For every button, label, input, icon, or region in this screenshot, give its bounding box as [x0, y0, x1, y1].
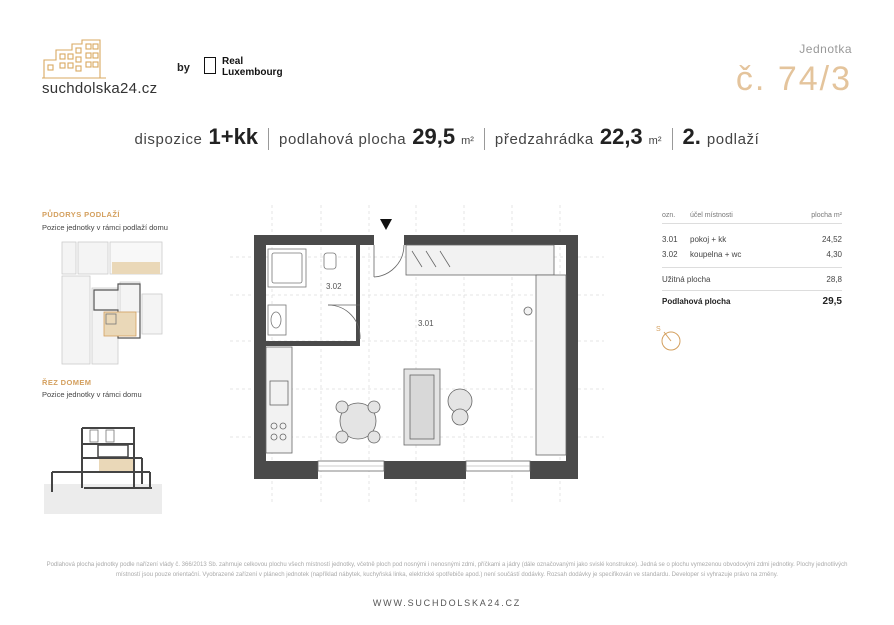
- divider: [268, 128, 269, 150]
- storey-value: 2.: [682, 124, 701, 149]
- floor-plan-subtitle: Pozice jednotky v rámci podlaží domu: [42, 223, 168, 232]
- room-name: koupelna + wc: [690, 250, 742, 259]
- section-title: ŘEZ DOMEM: [42, 378, 92, 387]
- column-header: účel místnosti: [690, 212, 733, 219]
- floor-area-row: [662, 294, 842, 309]
- divider: [484, 128, 485, 150]
- layout-value: 1+kk: [208, 124, 259, 149]
- partner-line-1: Real: [222, 56, 244, 67]
- room-label-3-02: 3.02: [326, 282, 342, 291]
- garden-unit: m²: [648, 135, 662, 147]
- floor-plan: [230, 205, 604, 505]
- column-header: ozn.: [662, 212, 676, 219]
- sofa: [404, 369, 440, 445]
- floor-position-thumbnail: [58, 238, 168, 368]
- storey-label: podlaží: [706, 131, 760, 148]
- usable-area-label: Užitná plocha: [662, 274, 711, 284]
- layout-label: dispozice: [134, 131, 203, 148]
- unit-label: Jednotka: [799, 42, 852, 56]
- usable-area-value: 28,8: [826, 274, 842, 284]
- partner-logo-text: [222, 56, 283, 78]
- room-area: 24,52: [821, 235, 842, 244]
- room-code: 3.02: [662, 250, 678, 259]
- room-code: 3.01: [662, 235, 678, 244]
- divider: [672, 128, 673, 150]
- room-area: 4,30: [826, 250, 842, 259]
- entrance-arrow-icon: [380, 219, 392, 230]
- garden-label: předzahrádka: [494, 131, 594, 148]
- rooms-table: [662, 208, 842, 309]
- partner-line-2: Luxembourg: [222, 67, 283, 78]
- legal-note: Podlahová plocha jednotky podle nařízení vlády č. 366/2013 Sb. zahrnuje celkovou plochu všech místností jednotky, včetně ploch pod nosnými i nenosnými zdmi, příčkami a jádry (dále označovanými jako svislé konstrukce). Jedná se o plochu vymezenou obvodovými zdmi jednotky. Plochy jednotlivých místností jsou pouze orientační. Vyobrazené zařízení v plánech jednotek (například nábytek, kuchyňská linka, elektrické spotřebiče apod.) není součástí dodávky. Rozsah dodávky je specifikován ve standardu. Developer si vyhrazuje právo na změny.: [46, 562, 848, 578]
- floor-area-unit: m²: [461, 135, 474, 147]
- garden-value: 22,3: [599, 124, 643, 149]
- room-name: pokoj + kk: [690, 235, 727, 244]
- real-luxembourg-logo-icon: [204, 57, 216, 74]
- specs-bar: [0, 124, 894, 154]
- floor-area-value: 29,5: [412, 124, 456, 149]
- floor-plan-title: PŮDORYS PODLAŽÍ: [42, 210, 120, 219]
- by-label: by: [177, 62, 190, 74]
- unit-number: č. 74/3: [735, 60, 852, 98]
- site-logo-text: suchdolska24.cz: [42, 80, 158, 97]
- floor-area-label: podlahová plocha: [279, 131, 407, 148]
- table-row: [662, 247, 842, 262]
- bathroom-fixtures: [268, 249, 336, 335]
- usable-area-row: [662, 268, 842, 291]
- building-section-thumbnail: [44, 422, 164, 514]
- table-header: [662, 208, 842, 224]
- table-row: [662, 232, 842, 247]
- door-swing-icon: [328, 245, 404, 339]
- column-header: plocha m²: [811, 212, 842, 219]
- building-logo-icon: [42, 38, 108, 80]
- compass-label: S: [656, 326, 661, 333]
- floor-area-total-value: 29,5: [822, 296, 842, 307]
- website-link[interactable]: WWW.SUCHDOLSKA24.CZ: [372, 598, 522, 608]
- section-subtitle: Pozice jednotky v rámci domu: [42, 390, 142, 399]
- floor-area-total-label: Podlahová plocha: [662, 297, 731, 306]
- kitchen-unit: [266, 347, 292, 453]
- room-label-3-01: 3.01: [418, 319, 434, 328]
